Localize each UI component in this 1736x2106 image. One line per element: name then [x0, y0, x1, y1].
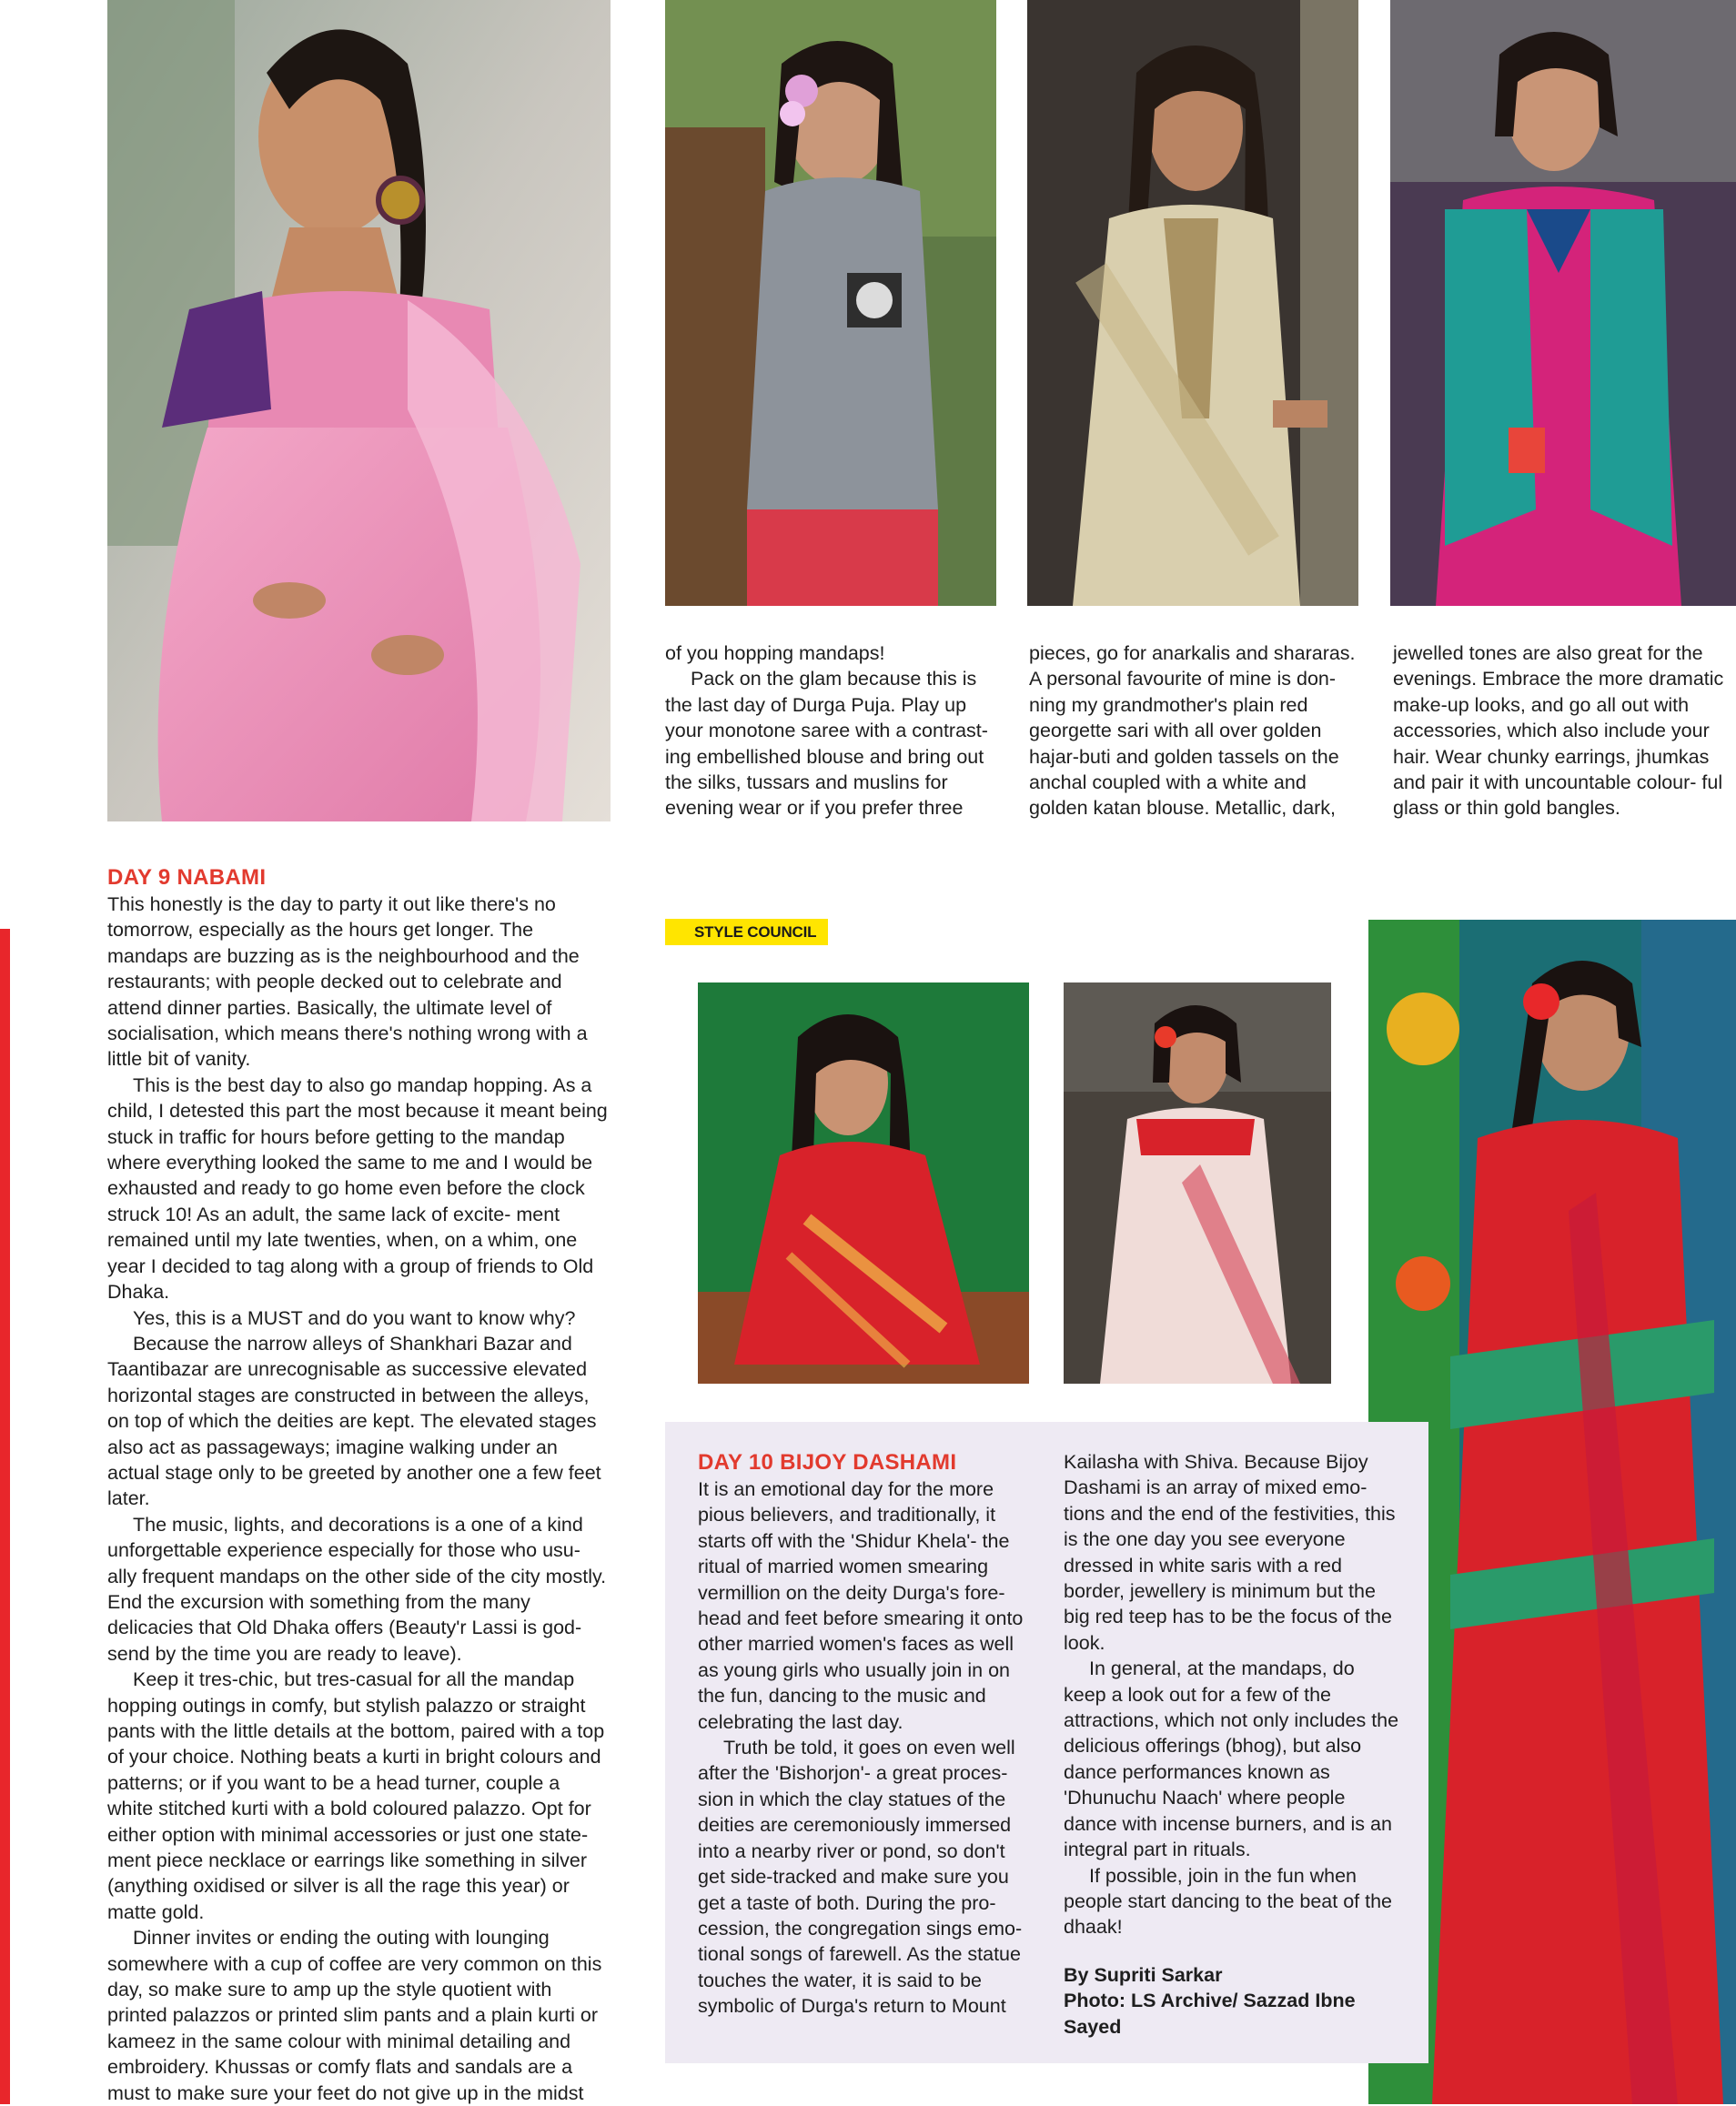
top-column-1-para: of you hopping mandaps! — [665, 642, 885, 664]
day10-paragraph: It is an emotional day for the more pious believers, and traditionally, it starts off with the 'Shidur Khela'- the ritual of married women smearing vermillion on the deity Durga's fore- head and feet before smearing it onto other married women's faces as well as young girls who usually join in on the fun, dancing to the music and celebrating the last day. — [698, 1478, 1024, 1733]
day9-paragraph: Because the narrow alleys of Shankhari Bazar and Taantibazar are unrecognisable as successive elevated horizontal stages are constructed in between the alleys, on top of which the deities are kept. The elevated stages also act as passageways; imagine walking under an actual stage only to be greeted by another one a few feet later. — [107, 1332, 601, 1510]
top-column-1 — [665, 640, 996, 821]
top-column-1-para: Pack on the glam because this is the last day of Durga Puja. Play up your monotone saree with a contrast- ing embellished blouse and bring out the silks, tussars and muslins for evening wear or if you prefer three — [665, 668, 988, 820]
top-column-3 — [1393, 640, 1731, 821]
day10-paragraph: Truth be told, it goes on even well after the 'Bishorjon'- a great proces- sion in which the clay statues of the deities are ceremoniously immersed into a nearby river or pond, so don't get side-tracked and make sure you get a taste of both. During the pro- cession, the congregation sings emo- tional songs of farewell. As the statue touches the water, it is said to be symbolic of Durga's return to Mount — [698, 1737, 1023, 2018]
photo-pink-saree-model — [107, 0, 611, 821]
photo-white-red-saree — [1064, 982, 1331, 1384]
day9-paragraph: Keep it tres-chic, but tres-casual for all the mandap hopping outings in comfy, but stylish palazzo or straight pants with the little details at the bottom, paired with a top of your choice. Nothing beats a kurti in bright colours and patterns; or if you want to be a head turner, couple a white stitched kurti with a bold coloured palazzo. Opt for either option with minimal accessories or just one state- ment piece necklace or earrings like something in silver (anything oxidised or silver is all the rage this year) or matte gold. — [107, 1668, 605, 1923]
photo-cream-saree-model — [1027, 0, 1358, 606]
day10-paragraph: Kailasha with Shiva. Because Bijoy Dashami is an array of mixed emo- tions and the end of the festivities, this is the one day you see everyone dressed in white saris with a red border, jewellery is minimum but the big red teep has to be the focus of the look. — [1064, 1451, 1396, 1654]
day9-paragraph: Dinner invites or ending the outing with lounging somewhere with a cup of coffee are very common on this day, so make sure to amp up the style quotient with printed palazzos or printed slim pants and a plain kurti or kameez in the same colour with minimal detailing and embroidery. Khussas or comfy flats and sandals are a must to make sure your feet do not give up in the midst — [107, 1927, 602, 2104]
photo-grey-kurti-model — [665, 0, 996, 606]
day9-paragraph: This is the best day to also go mandap hopping. As a child, I detested this part the most because it meant being stuck in traffic for hours before getting to the mandap where everything looked the same to me and I would be exhausted and ready to go home even before the clock struck 10! As an adult, the same lack of excite- ment remained until my late twenties, when, on a whim, one year I decided to tag along with a group of friends to Old Dhaka. — [107, 1073, 608, 1304]
top-column-2 — [1029, 640, 1361, 821]
top-column-2-para: pieces, go for anarkalis and shararas. A personal favourite of mine is don- ning my grandmother's plain red georgette sari with all over golden hajar-buti and golden tassels on the anchal coupled with a white and golden katan blouse. Metallic, dark, — [1029, 642, 1356, 820]
day9-paragraph: This honestly is the day to party it out like there's no tomorrow, especially as the hours get longer. The mandaps are buzzing as is the neighbourhood and the restaurants; with people decked out to celebrate and attend dinner parties. Basically, the ultimate level of socialisation, which means there's nothing wrong with a little bit of vanity. — [107, 893, 588, 1071]
day10-paragraph: In general, at the mandaps, do keep a look out for a few of the attractions, which not only includes the delicious offerings (bhog), but also dance performances known as 'Dhunuchu Naach' where people dance with incense burners, and is an integral part in rituals. — [1064, 1658, 1399, 1861]
top-column-3-para: jewelled tones are also great for the evenings. Embrace the more dramatic make-up looks, and go all out with accessories, which also include your hair. Wear chunky earrings, jhumkas and pair it with uncountable colour- ful glass or thin gold bangles. — [1393, 642, 1724, 820]
day10-heading: DAY 10 BIJOY DASHAMI — [698, 1450, 957, 1475]
byline: By Supriti Sarkar — [1064, 1963, 1223, 1986]
day9-paragraph: The music, lights, and decorations is a one of a kind unforgettable experience especially for those who usu- ally frequent mandaps on the other side of the city mostly. End the excursion with something from the many delicacies that Old Dhaka offers (Beauty'r Lassi is god- send by the time you are ready to leave). — [107, 1513, 607, 1665]
photo-red-saree-green-bg — [698, 982, 1029, 1384]
day10-paragraph: If possible, join in the fun when people start dancing to the beat of the dhaak! — [1064, 1864, 1392, 1939]
day10-column-2 — [1064, 1449, 1400, 2040]
day9-paragraph: Yes, this is a MUST and do you want to know why? — [133, 1306, 576, 1329]
page-edge-bar — [0, 929, 10, 2104]
day9-heading: DAY 9 NABAMI — [107, 865, 267, 890]
photo-credit: Photo: LS Archive/ Sazzad Ibne Sayed — [1064, 1990, 1356, 2038]
day9-article — [107, 864, 611, 2106]
section-tag: STYLE COUNCIL — [665, 919, 828, 945]
day10-column-1 — [698, 1449, 1029, 2020]
photo-pink-kurti-model — [1390, 0, 1736, 606]
